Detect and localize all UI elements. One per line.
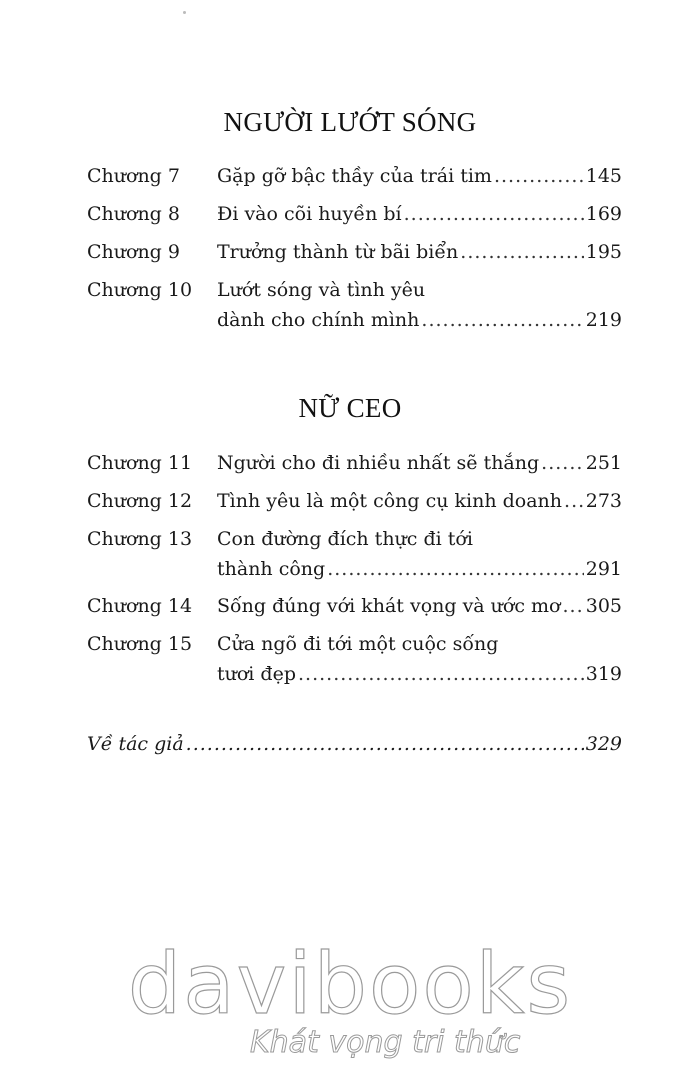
dot-leader [421, 309, 583, 331]
toc-entry[interactable] [217, 203, 622, 225]
toc-entry[interactable] [217, 452, 622, 474]
chapter-label[interactable]: Chương 15 [87, 633, 193, 655]
page-number: 329 [585, 733, 622, 755]
page-number: 251 [585, 452, 622, 474]
page-number: 195 [585, 241, 622, 263]
chapter-title: Trưởng thành từ bãi biển [217, 241, 459, 263]
chapter-title[interactable]: Con đường đích thực đi tới [217, 528, 473, 550]
dot-leader [404, 203, 584, 225]
chapter-title: Gặp gỡ bậc thầy của trái tim [217, 165, 492, 187]
watermark-logo: davibooks [127, 935, 573, 1033]
page-number: 291 [585, 558, 622, 580]
chapter-label[interactable]: Chương 13 [87, 528, 193, 550]
toc-entry[interactable] [217, 241, 622, 263]
toc-entry[interactable] [217, 490, 622, 512]
page-number: 305 [585, 595, 622, 617]
dot-leader [298, 663, 584, 685]
dot-leader [186, 733, 584, 755]
page-number: 319 [585, 663, 622, 685]
about-author-entry[interactable] [87, 733, 622, 755]
chapter-title: Người cho đi nhiều nhất sẽ thắng [217, 452, 540, 474]
chapter-label[interactable]: Chương 8 [87, 203, 180, 225]
chapter-label[interactable]: Chương 10 [87, 279, 193, 301]
dot-leader [564, 490, 584, 512]
chapter-title[interactable]: Cửa ngõ đi tới một cuộc sống [217, 633, 499, 655]
chapter-label[interactable]: Chương 9 [87, 241, 180, 263]
page-number: 219 [585, 309, 622, 331]
chapter-label[interactable]: Chương 14 [87, 595, 193, 617]
toc-entry[interactable] [217, 595, 622, 617]
chapter-label[interactable]: Chương 12 [87, 490, 193, 512]
page-number: 169 [585, 203, 622, 225]
toc-entry[interactable] [217, 663, 622, 685]
dot-leader [460, 241, 583, 263]
section-title: NGƯỜI LƯỚT SÓNG [223, 107, 477, 137]
toc-entry[interactable] [217, 558, 622, 580]
chapter-label[interactable]: Chương 11 [87, 452, 193, 474]
chapter-title-cont: thành công [217, 558, 326, 580]
chapter-label[interactable]: Chương 7 [87, 165, 180, 187]
dot-leader [494, 165, 584, 187]
page-number: 273 [585, 490, 622, 512]
watermark-tagline: Khát vọng tri thức [250, 1025, 521, 1060]
chapter-title: Tình yêu là một công cụ kinh doanh [217, 490, 563, 512]
dot-leader [541, 452, 584, 474]
chapter-title: Sống đúng với khát vọng và ước mơ [217, 595, 561, 617]
toc-entry[interactable] [217, 309, 622, 331]
chapter-title-cont: dành cho chính mình [217, 309, 420, 331]
dot-leader [562, 595, 583, 617]
chapter-title: Đi vào cõi huyền bí [217, 203, 402, 225]
about-author-label: Về tác giả [87, 733, 184, 755]
section-title: NỮ CEO [298, 393, 402, 423]
scan-dot [183, 11, 186, 14]
chapter-title[interactable]: Lướt sóng và tình yêu [217, 279, 426, 301]
toc-entry[interactable] [217, 165, 622, 187]
dot-leader [327, 558, 584, 580]
page-number: 145 [585, 165, 622, 187]
chapter-title-cont: tươi đẹp [217, 663, 296, 685]
